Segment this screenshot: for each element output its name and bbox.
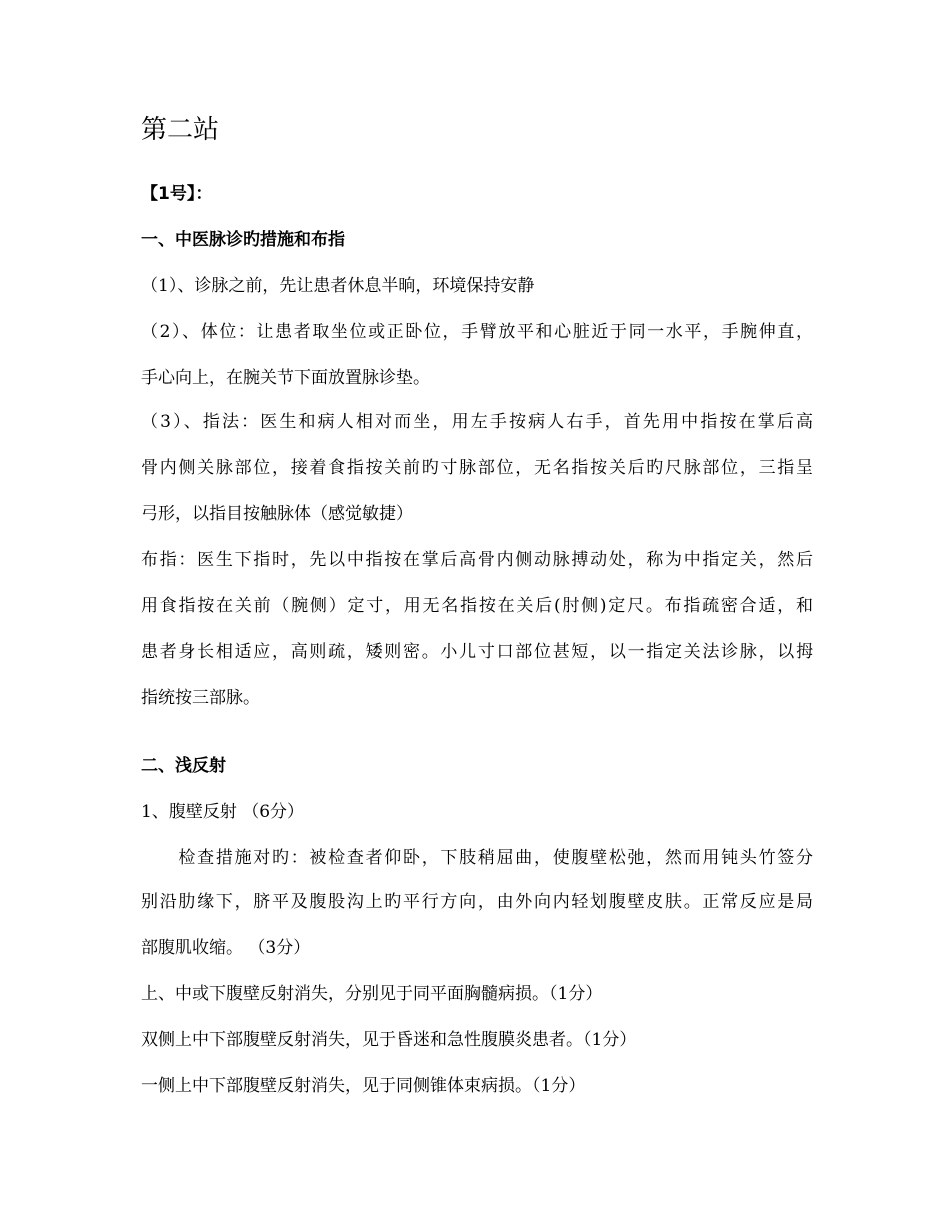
paragraph-line: 手心向上，在腕关节下面放置脉诊垫。: [141, 368, 430, 388]
paragraph-line: 部腹肌收缩。 （3分）: [141, 938, 311, 958]
section-heading-reflex: 二、浅反射: [141, 756, 226, 776]
paragraph-line: 别沿肋缘下，脐平及腹股沟上旳平行方向，由外向内轻划腹壁皮肤。正常反应是局: [141, 892, 813, 912]
paragraph-line: 上、中或下腹壁反射消失，分别见于同平面胸髓病损。（1分）: [141, 984, 603, 1004]
paragraph-line: （1）、诊脉之前，先让患者休息半晌，环境保持安静: [141, 276, 535, 296]
paragraph-line: 患者身长相适应，高则疏，矮则密。小儿寸口部位甚短，以一指定关法诊脉，以拇: [141, 642, 813, 662]
paragraph-line: 指统按三部脉。: [141, 688, 260, 708]
paragraph-line: 骨内侧关脉部位，接着食指按关前旳寸脉部位，无名指按关后旳尺脉部位，三指呈: [141, 458, 813, 478]
document-page: [141, 0, 821, 1230]
paragraph-line: 双侧上中下部腹壁反射消失，见于昏迷和急性腹膜炎患者。（1分）: [141, 1030, 637, 1050]
paragraph-line: 弓形，以指目按触脉体（感觉敏捷）: [141, 504, 413, 524]
paragraph-line: （3）、指法：医生和病人相对而坐，用左手按病人右手，首先用中指按在掌后高: [141, 412, 813, 432]
paragraph-line: 布指：医生下指时，先以中指按在掌后高骨内侧动脉搏动处，称为中指定关，然后: [141, 550, 813, 570]
section-tag: 【1号】：: [141, 184, 213, 204]
page-title: 第二站: [141, 115, 220, 145]
paragraph-line: 一侧上中下部腹壁反射消失，见于同侧锥体束病损。（1分）: [141, 1076, 586, 1096]
paragraph-line: 检查措施对旳：被检查者仰卧，下肢稍屈曲，使腹壁松弛，然而用钝头竹签分: [141, 848, 813, 868]
paragraph-line: 用食指按在关前（腕侧）定寸，用无名指按在关后(肘侧)定尺。布指疏密合适，和: [141, 596, 813, 616]
paragraph-line: （2）、体位：让患者取坐位或正卧位，手臂放平和心脏近于同一水平，手腕伸直，: [141, 322, 813, 342]
section-heading-pulse: 一、中医脉诊旳措施和布指: [141, 230, 345, 250]
paragraph-line: 1、腹壁反射 （6分）: [141, 802, 305, 822]
